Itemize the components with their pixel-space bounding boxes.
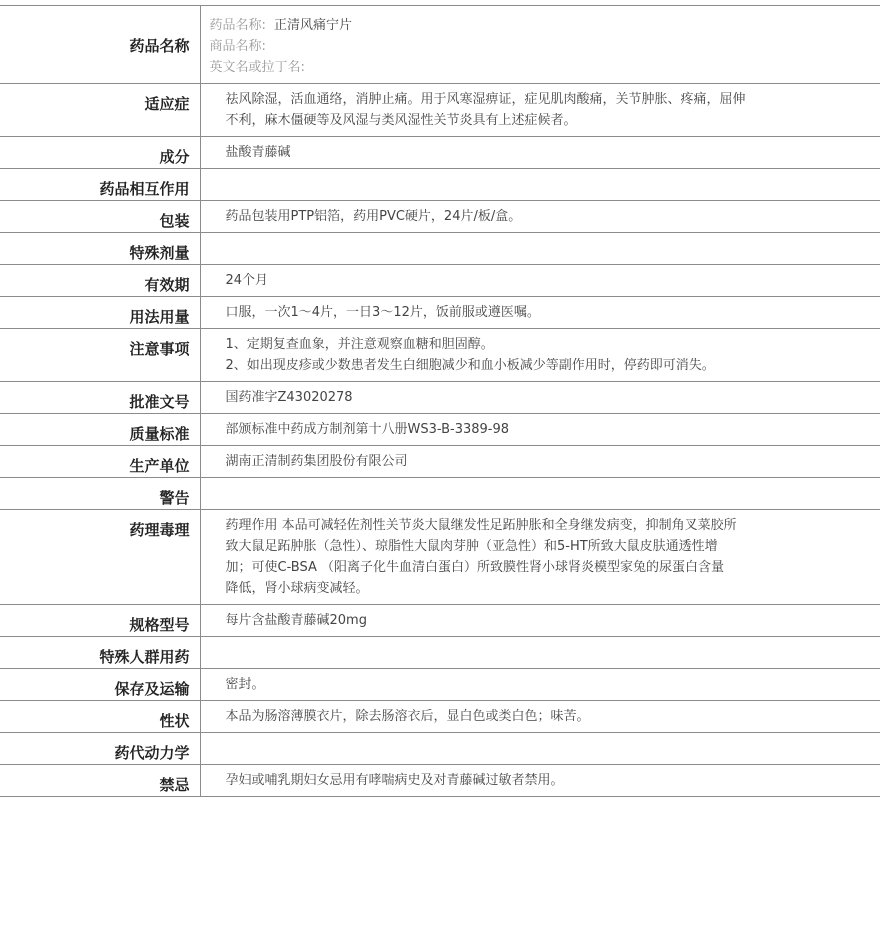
- row-value: [200, 701, 880, 733]
- row-label: 规格型号: [0, 605, 200, 637]
- row-value-line: 口服，一次1～4片，一日3～12片，饭前服或遵医嘱。: [225, 305, 540, 320]
- table-row: [0, 169, 880, 201]
- row-label: 药理毒理: [0, 510, 200, 605]
- row-value-line: 国药准字Z43020278: [225, 390, 353, 405]
- table-row: [0, 233, 880, 265]
- row-value-line: 不利，麻木僵硬等及风湿与类风湿性关节炎具有上述症候者。: [225, 113, 577, 128]
- trade-name-label: 商品名称:: [209, 39, 266, 54]
- row-value: [200, 137, 880, 169]
- drug-spec-table: [0, 5, 880, 797]
- row-value: [200, 265, 880, 297]
- row-value: [200, 84, 880, 137]
- english-name-label: 英文名或拉丁名:: [209, 60, 305, 75]
- row-value-line: 24个月: [225, 273, 269, 288]
- table-row: [0, 446, 880, 478]
- table-row: [0, 701, 880, 733]
- row-value-line: 湖南正清制药集团股份有限公司: [225, 454, 408, 469]
- row-label: 禁忌: [0, 765, 200, 797]
- row-value: [200, 382, 880, 414]
- row-label: 质量标准: [0, 414, 200, 446]
- row-label: 注意事项: [0, 329, 200, 382]
- drug-names-cell: [200, 6, 880, 84]
- table-row: [0, 265, 880, 297]
- table-row: [0, 84, 880, 137]
- row-value-line: 1、定期复查血象，并注意观察血糖和胆固醇。: [225, 337, 494, 352]
- row-label: 药品相互作用: [0, 169, 200, 201]
- row-label: 有效期: [0, 265, 200, 297]
- row-value-line: 药理作用 本品可减轻佐剂性关节炎大鼠继发性足跖肿胀和全身继发病变，抑制角叉菜胶所: [225, 518, 737, 533]
- table-row: [0, 382, 880, 414]
- row-value-line: 盐酸青藤碱: [225, 145, 291, 160]
- row-value-line: 孕妇或哺乳期妇女忌用有哮喘病史及对青藤碱过敏者禁用。: [225, 773, 564, 788]
- row-value-line: 降低，肾小球病变减轻。: [225, 581, 369, 596]
- row-value-line: 祛风除湿，活血通络，消肿止痛。用于风寒湿痹证，症见肌肉酸痛，关节肿胀、疼痛，屈伸: [225, 92, 746, 107]
- row-value-line: 密封。: [225, 677, 265, 692]
- generic-name-value: 正清风痛宁片: [274, 18, 353, 33]
- row-value: [200, 637, 880, 669]
- table-row: [0, 637, 880, 669]
- row-label: 包装: [0, 201, 200, 233]
- row-label: 警告: [0, 478, 200, 510]
- table-row: [0, 329, 880, 382]
- row-label: 批准文号: [0, 382, 200, 414]
- row-value: [200, 446, 880, 478]
- row-label: 性状: [0, 701, 200, 733]
- row-value-line: 致大鼠足跖肿胀（急性）、琼脂性大鼠肉芽肿（亚急性）和5-HT所致大鼠皮肤通透性增: [225, 539, 718, 554]
- table-row: [0, 605, 880, 637]
- row-label: 用法用量: [0, 297, 200, 329]
- row-label: 特殊人群用药: [0, 637, 200, 669]
- row-value-line: 本品为肠溶薄膜衣片，除去肠溶衣后，显白色或类白色；味苦。: [225, 709, 590, 724]
- row-value-line: 2、如出现皮疹或少数患者发生白细胞减少和血小板减少等副作用时，停药即可消失。: [225, 358, 715, 373]
- row-label: 适应症: [0, 84, 200, 137]
- row-label: 保存及运输: [0, 669, 200, 701]
- row-label: 特殊剂量: [0, 233, 200, 265]
- row-value: [200, 233, 880, 265]
- row-value: [200, 510, 880, 605]
- table-row: [0, 297, 880, 329]
- row-value: [200, 201, 880, 233]
- table-row: [0, 765, 880, 797]
- table-row: [0, 137, 880, 169]
- row-value-line: 部颁标准中药成方制剂第十八册WS3-B-3389-98: [225, 422, 510, 437]
- row-label: 药品名称: [0, 6, 200, 84]
- row-label: 成分: [0, 137, 200, 169]
- row-value-line: 加；可使C-BSA （阳离子化牛血清白蛋白）所致膜性肾小球肾炎模型家兔的尿蛋白含量: [225, 560, 725, 575]
- table-row: [0, 510, 880, 605]
- row-value: [200, 605, 880, 637]
- table-row: [0, 414, 880, 446]
- row-value-line: 药品包装用PTP铝箔，药用PVC硬片，24片/板/盒。: [225, 209, 522, 224]
- table-row-drug-names: [0, 6, 880, 84]
- row-value: [200, 297, 880, 329]
- row-label: 生产单位: [0, 446, 200, 478]
- generic-name-label: 药品名称:: [209, 18, 266, 33]
- row-value: [200, 414, 880, 446]
- row-value: [200, 669, 880, 701]
- table-row: [0, 201, 880, 233]
- row-label: 药代动力学: [0, 733, 200, 765]
- row-value-line: 每片含盐酸青藤碱20mg: [225, 613, 367, 628]
- drug-spec-sheet: [0, 5, 880, 797]
- row-value: [200, 733, 880, 765]
- row-value: [200, 169, 880, 201]
- row-value: [200, 765, 880, 797]
- table-row: [0, 669, 880, 701]
- row-value: [200, 329, 880, 382]
- table-row: [0, 733, 880, 765]
- row-value: [200, 478, 880, 510]
- table-row: [0, 478, 880, 510]
